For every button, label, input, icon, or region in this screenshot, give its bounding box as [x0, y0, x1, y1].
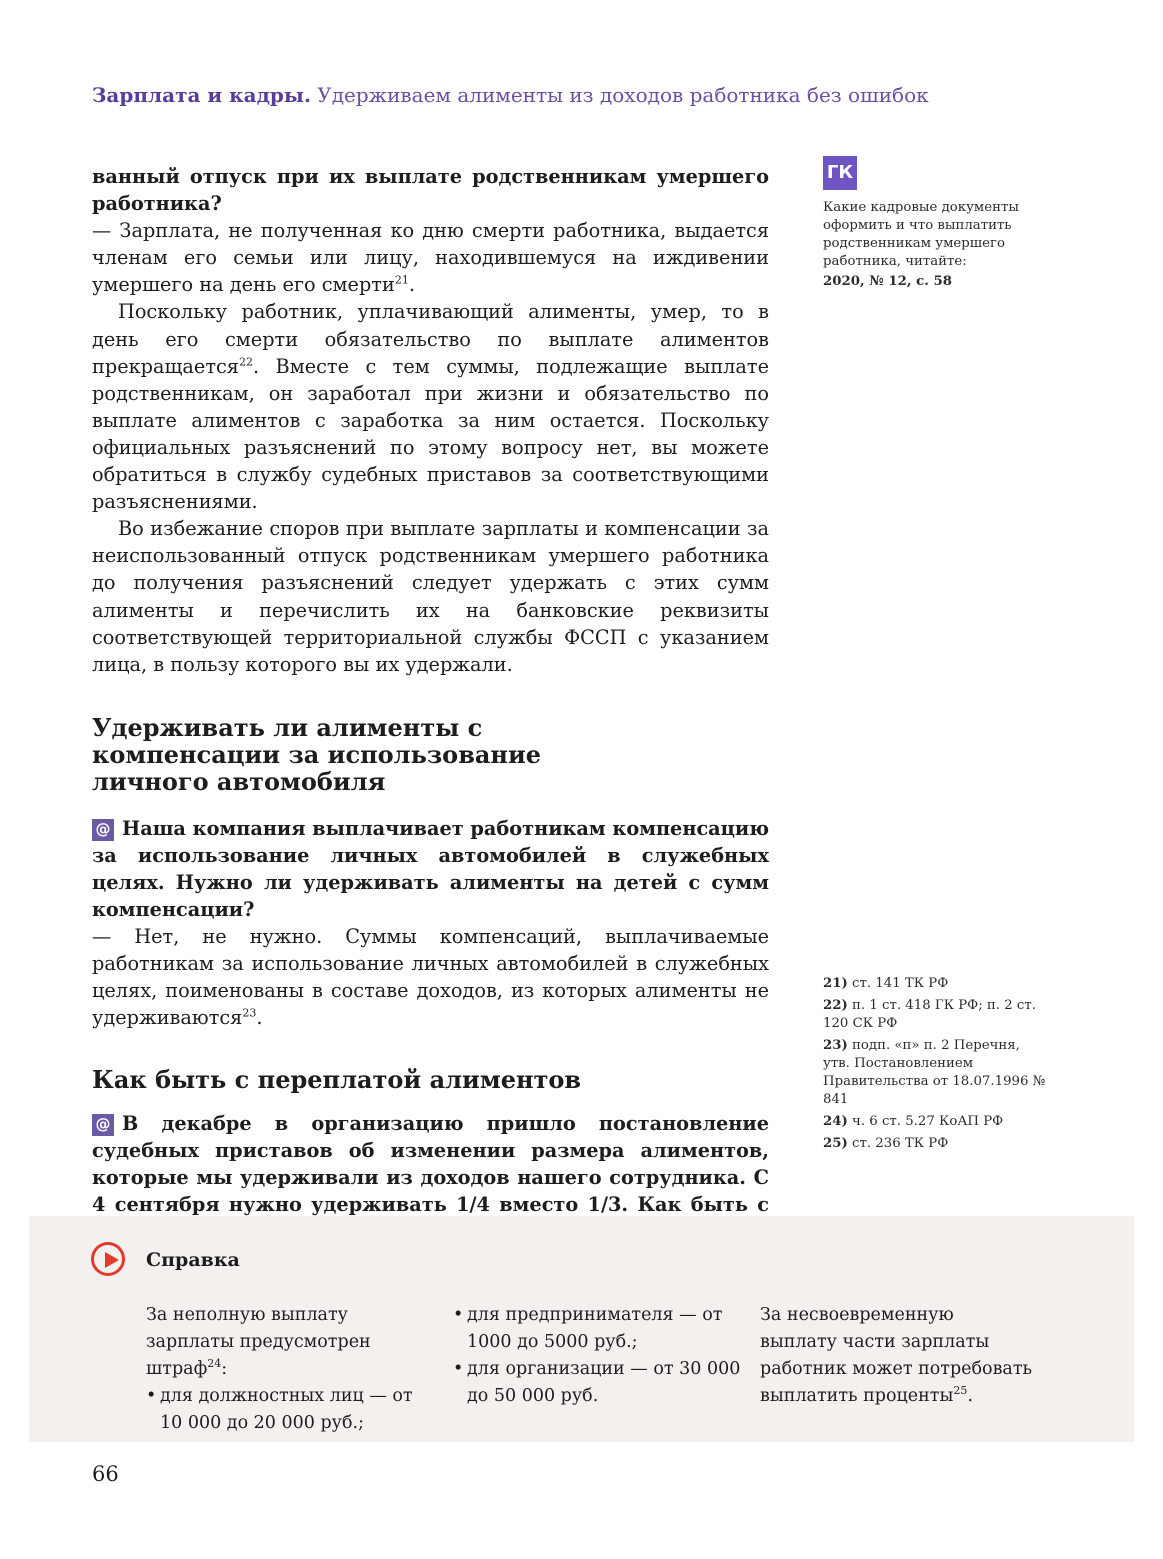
footnote: 22) п. 1 ст. 418 ГК РФ; п. 2 ст. 120 СК РФ	[823, 998, 1036, 1031]
at-icon: @	[92, 1114, 114, 1136]
info-col-2	[453, 1302, 743, 1410]
info-box	[29, 1216, 1134, 1442]
footnote-ref: 25	[953, 1384, 968, 1398]
footnote: 24) ч. 6 ст. 5.27 КоАП РФ	[823, 1114, 1004, 1129]
answer-1: — Зарплата, не полученная ко дню смерти работника, выдается членам его семьи или лицу, находившемуся на иждивении умершего на день его смерти$^{21}$.	[92, 219, 769, 297]
footnote-ref: 21	[394, 273, 409, 287]
sidebar-note-text: Какие кадровые документы оформить и что выплатить родственникам умершего работника, читайте:	[823, 200, 1019, 269]
sidebar-note-ref[interactable]: 2020, № 12, с. 58	[823, 274, 952, 289]
magazine-logo-icon: ГК	[823, 156, 857, 190]
list-item: • для предпринимателя — от 1000 до 5000 руб.;	[453, 1302, 743, 1356]
paragraph-3: Во избежание споров при выплате зарплаты и компенсации за неиспользованный отпуск родственникам умершего работника до получения разъяснений следует удержать с этих сумм алименты и перечислить их на банковские реквизиты соответствующей территориальной службы ФССП с указанием лица, в пользу которого вы их удержали.	[92, 517, 769, 676]
footnote-ref: 24	[207, 1357, 222, 1371]
question-continued: ванный отпуск при их выплате родственникам умершего работника?	[92, 165, 769, 216]
footnotes	[823, 975, 1048, 1157]
info-col-3: За несвоевременную выплату части зарплаты работник может потребовать выплатить проценты$^{25}$.	[760, 1305, 1033, 1406]
footnote-ref: 22	[238, 355, 253, 369]
footnote: 25) ст. 236 ТК РФ	[823, 1136, 949, 1151]
section-heading-1: Удерживать ли алименты с компенсации за использование личного автомобиля	[92, 712, 542, 796]
footnote: 21) ст. 141 ТК РФ	[823, 976, 949, 991]
list-item: • для организации — от 30 000 до 50 000 руб.	[453, 1356, 743, 1410]
play-icon	[91, 1242, 125, 1276]
page-number: 66	[92, 1462, 119, 1486]
question-2: @ Наша компания выплачивает работникам компенсацию за использование личных автомобилей в служебных целях. Нужно ли удерживать алименты на детей с сумм компенсации?	[92, 816, 769, 922]
running-header	[92, 83, 929, 107]
answer-2: — Нет, не нужно. Суммы компенсаций, выплачиваемые работникам за использование личных автомобилей в служебных целях, поименованы в составе доходов, из которых алименты не удерживаются$^{23}$.	[92, 925, 769, 1030]
section-heading-2: Как быть с переплатой алиментов	[92, 1064, 582, 1094]
at-icon: @	[92, 819, 114, 841]
paragraph-2: Поскольку работник, уплачивающий алименты, умер, то в день его смерти обязательство по выплате алиментов прекращается$^{22}$. Вместе с тем суммы, подлежащие выплате родственникам, он заработал при жизни и обязательство по выплате алиментов с заработка за ним остается. Поскольку официальных разъяснений по этому вопросу нет, вы можете обратиться в службу судебных приставов за соответствующими разъяснениями.	[92, 300, 769, 514]
question-3: @ В декабре в организацию пришло постановление судебных приставов об изменении размера алиментов, которые мы удерживали из доходов нашего сотрудника. С 4 сентября нужно удерживать 1/4 вместо 1/3. Как быть с	[92, 1111, 769, 1216]
main-text	[92, 163, 769, 1245]
footnote: 23) подп. «п» п. 2 Перечня, утв. Постановлением Правительства от 18.07.1996 № 841	[823, 1038, 1046, 1107]
list-item: • для должностных лиц — от 10 000 до 20 000 руб.;	[146, 1383, 436, 1437]
section-title: Зарплата и кадры.	[92, 83, 311, 107]
footnote-ref: 23	[242, 1007, 257, 1021]
sidebar-note	[823, 199, 1048, 291]
info-box-title: Справка	[146, 1249, 240, 1271]
info-col-1: За неполную выплату зарплаты предусмотрен штраф$^{24}$: • для должностных лиц — от 10 000 до 20 000 руб.;	[146, 1302, 436, 1437]
article-title: Удерживаем алименты из доходов работника без ошибок	[317, 83, 929, 107]
